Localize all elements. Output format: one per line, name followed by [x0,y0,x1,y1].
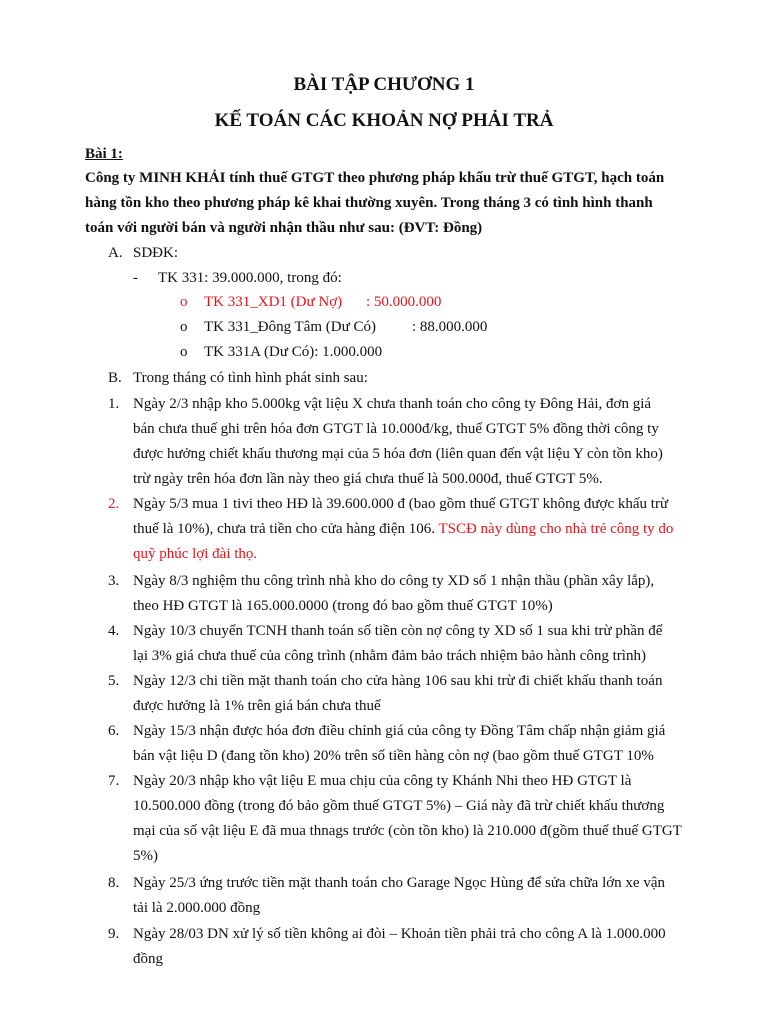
sub-account-value: : 50.000.000 [366,294,442,310]
item-line: mại của số vật liệu E đã mua thnags trước (còn tồn kho) là 210.000 đ(gồm thuế thuế GTGT [133,823,682,839]
document-title: BÀI TẬP CHƯƠNG 1 [293,74,475,95]
item-line: Ngày 25/3 ứng trước tiền mặt thanh toán cho Garage Ngọc Hùng để sửa chữa lớn xe vận [133,875,665,891]
item-line: bán vật liệu D (đang tồn kho) 20% trên số tiền hàng còn nợ (bao gồm thuế GTGT 10% [133,748,654,764]
item-line: Ngày 8/3 nghiệm thu công trình nhà kho do công ty XD số 1 nhận thầu (phần xây lắp), [133,573,655,589]
tk331-dash: - [133,270,138,286]
item-line: Ngày 28/03 DN xử lý số tiền không ai đòi – Khoản tiền phải trả cho công A là 1.000.000 [133,926,666,942]
sub-account-label: TK 331_XD1 (Dư Nợ) [204,294,343,310]
intro-line-3: toán với người bán và người nhận thầu như sau: (ĐVT: Đồng) [85,220,483,236]
item-line: Ngày 12/3 chi tiền mặt thanh toán cho cửa hàng 106 sau khi trừ đi chiết khấu thanh toán [133,673,663,689]
sub-account-label: TK 331_Đông Tâm (Dư Có) [204,319,377,335]
item-line: Ngày 15/3 nhận được hóa đơn điều chỉnh giá của công ty Đồng Tâm chấp nhận giảm giá [133,723,666,739]
section-a-marker: A. [108,245,123,261]
item-number: 6. [108,723,120,739]
item-number: 5. [108,673,120,689]
item-line: Ngày 10/3 chuyển TCNH thanh toán số tiền còn nợ công ty XD số 1 sua khi trừ phần để [133,623,663,639]
item-line: được hưởng là 1% trên giá bán chưa thuế [133,698,381,714]
sub-account-value: : 88.000.000 [412,319,488,335]
sub-account-bullet: o [180,319,188,335]
item-line: được hưởng chiết khấu thương mại của 5 hóa đơn (liên quan đến vật liệu Y còn tồn kho) [133,446,663,462]
item-line: lại 3% giá chưa thuế của công trình (nhằm đảm bảo trách nhiệm bảo hành công trình) [133,648,646,664]
section-a-text: SDĐK: [133,245,179,261]
item-line-red: quỹ phúc lợi đài thọ. [133,546,258,562]
tk331-text: TK 331: 39.000.000, trong đó: [158,270,342,286]
item-line: 5%) [133,848,158,864]
item-number: 3. [108,573,120,589]
item-line: theo HĐ GTGT là 165.000.0000 (trong đó bao gồm thuế GTGT 10%) [133,598,553,614]
item-line: Ngày 20/3 nhập kho vật liệu E mua chịu của công ty Khánh Nhi theo HĐ GTGT là [133,773,632,789]
item-line: trừ ngày trên hóa đơn lần này theo giá chưa thuế là 500.000đ, thuế GTGT 5%. [133,471,603,487]
sub-account-bullet: o [180,294,188,310]
item-line-black: thuế là 10%), chưa trả tiền cho cửa hàng điện 106. [133,521,439,537]
item-number: 9. [108,926,120,942]
intro-line-2: hàng tồn kho theo phương pháp kê khai thường xuyên. Trong tháng 3 có tình hình thanh [85,195,653,211]
document-subtitle: KẾ TOÁN CÁC KHOẢN NỢ PHẢI TRẢ [214,110,554,131]
exercise-label: Bài 1: [85,146,123,162]
intro-line-1: Công ty MINH KHẢI tính thuế GTGT theo phương pháp khấu trừ thuế GTGT, hạch toán [85,170,665,186]
item-line-red: TSCĐ này dùng cho nhà trẻ công ty do [438,521,674,537]
section-b-text: Trong tháng có tình hình phát sinh sau: [133,370,368,386]
item-number: 1. [108,396,120,412]
item-line [133,521,673,538]
section-b-marker: B. [108,370,122,386]
item-line: bán chưa thuế ghi trên hóa đơn GTGT là 10.000đ/kg, thuế GTGT 5% đồng thời công ty [133,421,659,437]
item-number: 4. [108,623,120,639]
sub-account-bullet: o [180,344,188,360]
item-line: 10.500.000 đồng (trong đó bảo gồm thuế GTGT 5%) – Giá này đã trừ chiết khấu thương [133,798,665,814]
item-number: 8. [108,875,120,891]
item-number: 2. [108,496,120,512]
item-number: 7. [108,773,120,789]
sub-account-label: TK 331A (Dư Có): 1.000.000 [204,344,383,360]
item-line: tải là 2.000.000 đồng [133,900,261,916]
item-line: Ngày 5/3 mua 1 tivi theo HĐ là 39.600.000 đ (bao gồm thuế GTGT không được khấu trừ [133,496,669,512]
item-line: đồng [133,951,163,967]
item-line: Ngày 2/3 nhập kho 5.000kg vật liệu X chưa thanh toán cho công ty Đông Hải, đơn giá [133,396,652,412]
